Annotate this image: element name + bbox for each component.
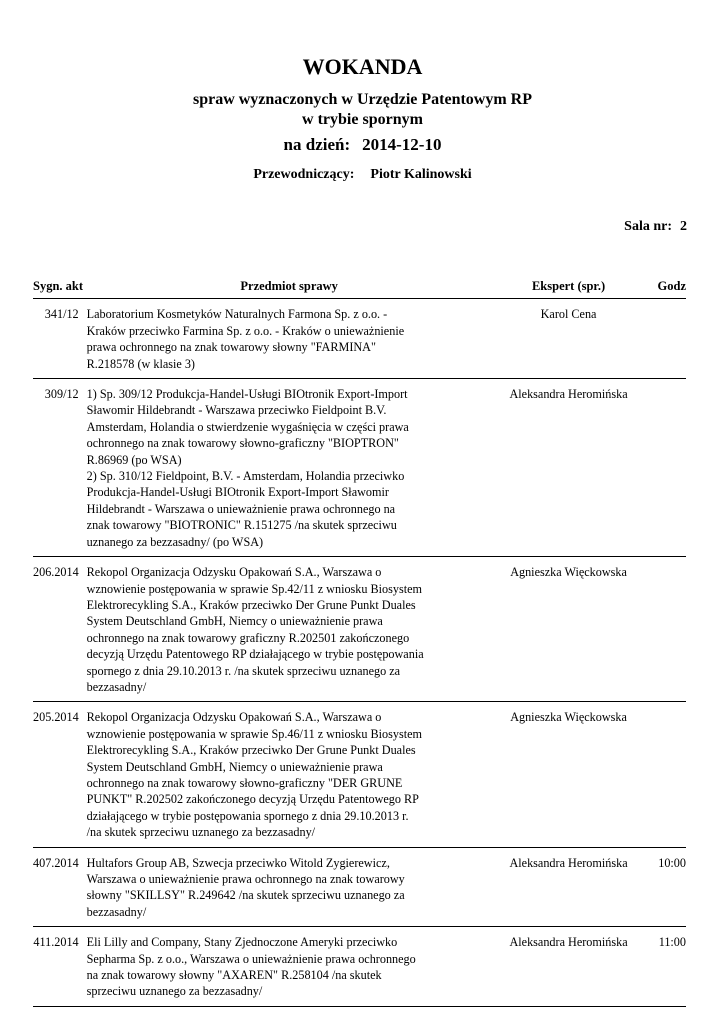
case-number: 205.2014 <box>33 702 87 847</box>
case-subject: 1) Sp. 309/12 Produkcja-Handel-Usługi BIOtronik Export-Import Sławomir Hildebrandt - Warszawa przeciwko Fieldpoint B.V. Amsterdam, Holandia o stwierdzenie wygaśnięcia w części prawa ochronnego na znak towarowy słowno-graficzny "BIOPTRON" R.86969 (po WSA) 2) Sp. 310/12 Fieldpoint, B.V. - Amsterdam, Holandia przeciwko Produkcja-Handel-Usługi BIOtronik Export-Import Sławomir Hildebrandt - Warszawa o unieważnienie prawa ochronnego na znak towarowy "BIOTRONIC" R.151275 /na skutek sprzeciwu uznanego za bezzasadny/ (po WSA) <box>87 379 498 557</box>
room-label: Sala nr: <box>624 219 672 234</box>
case-subject: Rekopol Organizacja Odzysku Opakowań S.A., Warszawa o wznowienie postępowania w sprawie Sp.46/11 z wniosku Biosystem Elektrorecykling S.A., Kraków przeciwko Der Grune Punkt Duales System Deutschland GmbH, Niemcy o unieważnienie prawa ochronnego na znak towarowy słowno-graficzny "DER GRUNE PUNKT" R.202502 zakończonego decyzją Urzędu Patentowego RP działającego w trybie postępowania spornego z dnia 29.10.2013 r. /na skutek sprzeciwu uznanego za bezzasadny/ <box>87 702 498 847</box>
document-title: WOKANDA <box>302 54 423 79</box>
subtitle-line-2: w trybie spornym <box>302 111 423 128</box>
case-number: 309/12 <box>33 379 87 557</box>
case-expert: Agnieszka Więckowska <box>498 702 640 847</box>
room-value: 2 <box>680 219 687 234</box>
case-expert: Karol Cena <box>498 299 640 379</box>
case-expert: Aleksandra Heromińska <box>498 847 640 927</box>
case-expert: Agnieszka Więckowska <box>498 557 640 702</box>
table-row <box>33 847 686 927</box>
date-label: na dzień: <box>283 135 351 154</box>
chair-name: Piotr Kalinowski <box>370 167 472 182</box>
case-hour: 10:00 <box>639 847 686 927</box>
column-header-case: Sygn. akt <box>33 276 87 299</box>
table-row <box>33 557 686 702</box>
case-expert: Aleksandra Heromińska <box>498 379 640 557</box>
case-number: 407.2014 <box>33 847 87 927</box>
table-row <box>33 702 686 847</box>
table-header-row <box>33 276 686 299</box>
room-number <box>624 219 687 235</box>
column-header-subject: Przedmiot sprawy <box>87 276 498 299</box>
table-row <box>33 927 686 1007</box>
case-number: 206.2014 <box>33 557 87 702</box>
table-row <box>33 379 686 557</box>
chair-label: Przewodniczący: <box>253 167 355 182</box>
case-subject: Eli Lilly and Company, Stany Zjednoczone Ameryki przeciwko Sepharma Sp. z o.o., Warszawa o unieważnienie prawa ochronnego na znak towarowy słowny "AXAREN" R.258104 /na skutek sprzeciwu uznanego za bezzasadny/ <box>87 927 498 1007</box>
case-hour <box>639 557 686 702</box>
column-header-hour: Godz <box>639 276 686 299</box>
case-number: 341/12 <box>33 299 87 379</box>
case-table <box>33 276 686 1007</box>
case-hour: 11:00 <box>639 927 686 1007</box>
case-hour <box>639 379 686 557</box>
chairperson <box>0 167 725 183</box>
case-subject: Hultafors Group AB, Szwecja przeciwko Witold Zygierewicz, Warszawa o unieważnienie prawa ochronnego na znak towarowy słowny "SKILLSY" R.249642 /na skutek sprzeciwu uznanego za bezzasadny/ <box>87 847 498 927</box>
table-row <box>33 299 686 379</box>
hearing-date <box>0 135 725 155</box>
subtitle-line-1: spraw wyznaczonych w Urzędzie Patentowym RP <box>192 91 533 108</box>
date-value: 2014-12-10 <box>362 135 442 154</box>
case-hour <box>639 299 686 379</box>
case-hour <box>639 702 686 847</box>
case-expert: Aleksandra Heromińska <box>498 927 640 1007</box>
column-header-expert: Ekspert (spr.) <box>498 276 640 299</box>
case-number: 411.2014 <box>33 927 87 1007</box>
case-subject: Laboratorium Kosmetyków Naturalnych Farmona Sp. z o.o. - Kraków przeciwko Farmina Sp. z o.o. - Kraków o unieważnienie prawa ochronnego na znak towarowy słowny "FARMINA" R.218578 (w klasie 3) <box>87 299 498 379</box>
case-subject: Rekopol Organizacja Odzysku Opakowań S.A., Warszawa o wznowienie postępowania w sprawie Sp.42/11 z wniosku Biosystem Elektrorecykling S.A., Kraków przeciwko Der Grune Punkt Duales System Deutschland GmbH, Niemcy o unieważnienie prawa ochronnego na znak towarowy graficzny R.202501 zakończonego decyzją Urzędu Patentowego RP działającego w trybie postępowania spornego z dnia 29.10.2013 r. /na skutek sprzeciwu uznanego za bezzasadny/ <box>87 557 498 702</box>
